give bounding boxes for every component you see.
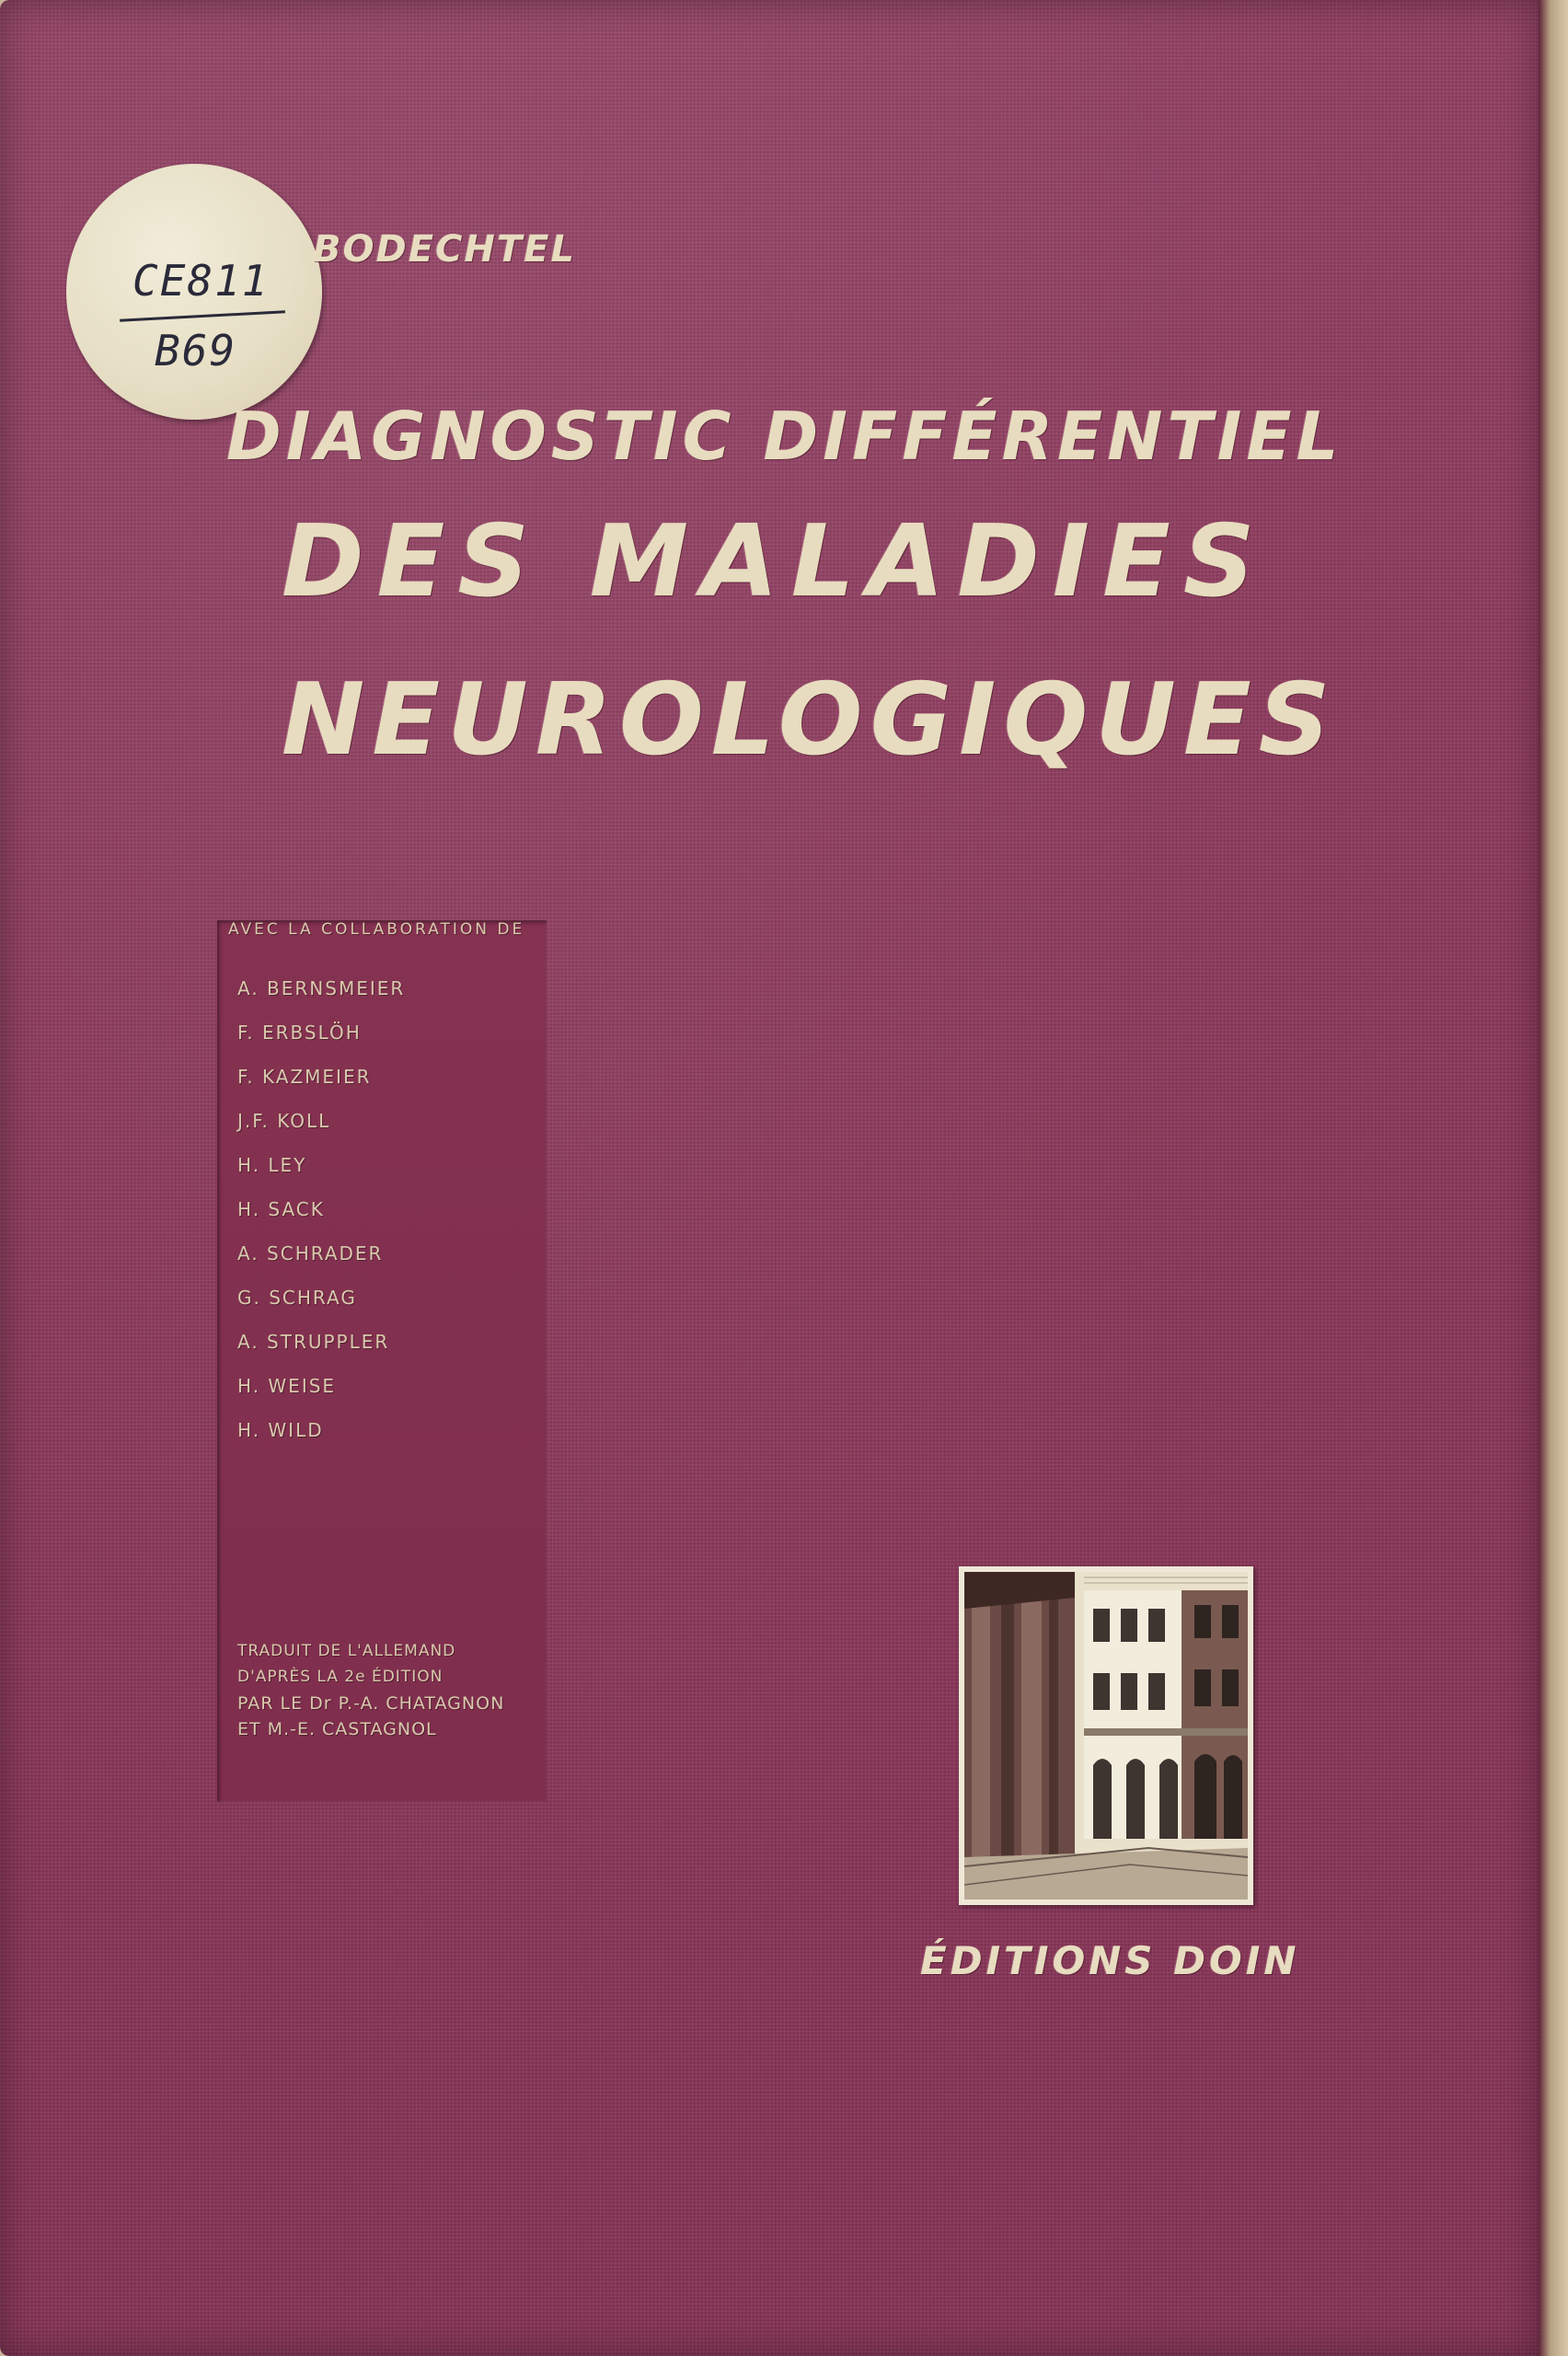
author-name: BODECHTEL — [313, 228, 576, 271]
collaboration-panel — [217, 920, 547, 1802]
call-number-line1: CE811 — [133, 256, 270, 306]
collaborator-name: A. BERNSMEIER — [237, 977, 406, 999]
collaborator-list — [237, 977, 405, 1463]
collaborator-name: F. KAZMEIER — [237, 1066, 372, 1088]
collaborator-name: H. SACK — [237, 1198, 325, 1220]
translation-line4: ET M.-E. CASTAGNOL — [237, 1719, 437, 1739]
translation-line2: D'APRÈS LA 2e ÉDITION — [237, 1668, 444, 1686]
translation-credit — [237, 1642, 504, 1745]
page-edge — [1539, 0, 1568, 2356]
collaborator-name: G. SCHRAG — [237, 1287, 357, 1309]
title-line2: DES MALADIES — [282, 504, 1268, 619]
collaborator-name: F. ERBSLÖH — [237, 1022, 362, 1044]
library-call-number-label — [66, 164, 322, 420]
call-number-divider — [120, 310, 285, 321]
collaborator-name: H. WILD — [237, 1419, 324, 1441]
call-number-line2: B69 — [155, 326, 237, 375]
translation-line3: PAR LE Dr P.-A. CHATAGNON — [237, 1693, 505, 1714]
title-line1: DIAGNOSTIC DIFFÉRENTIEL — [226, 398, 1343, 475]
collaborator-name: A. SCHRADER — [237, 1242, 384, 1265]
publisher-name: ÉDITIONS DOIN — [920, 1938, 1300, 1983]
collaborator-name: J.F. KOLL — [237, 1110, 331, 1132]
building-engraving-icon — [964, 1572, 1248, 1900]
collaborator-name: A. STRUPPLER — [237, 1331, 390, 1353]
collaborator-name: H. WEISE — [237, 1375, 337, 1397]
publisher-building-emblem — [959, 1566, 1253, 1905]
collaborator-name: H. LEY — [237, 1154, 307, 1176]
collaboration-heading: AVEC LA COLLABORATION DE — [228, 920, 525, 939]
translation-line1: TRADUIT DE L'ALLEMAND — [237, 1642, 456, 1660]
title-line3: NEUROLOGIQUES — [282, 663, 1338, 778]
